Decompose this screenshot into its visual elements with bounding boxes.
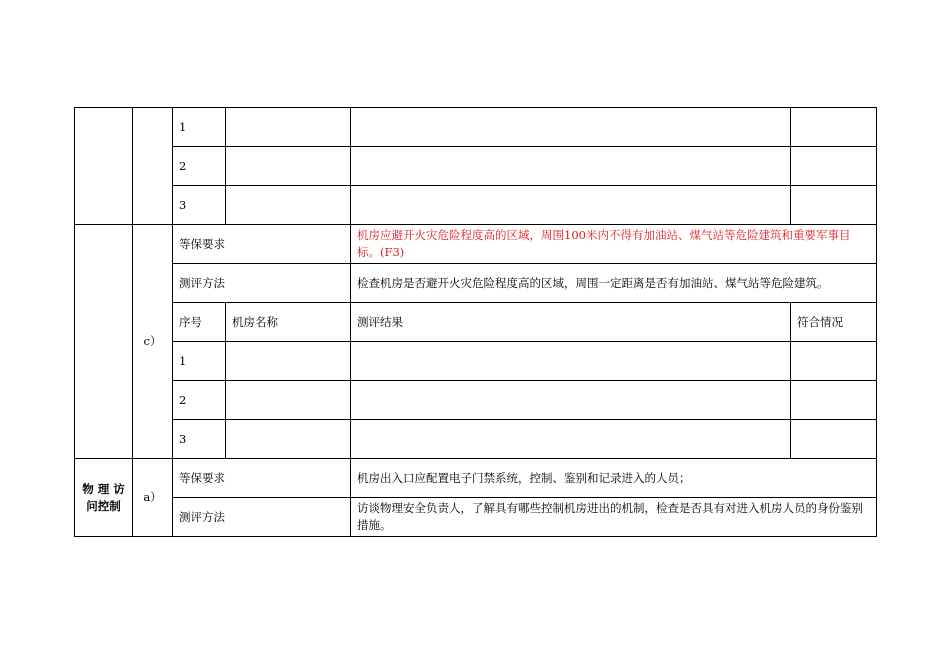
conform-cell[interactable] [791,420,877,459]
room-name-cell[interactable] [226,342,351,381]
table-row [75,459,877,498]
method-label: 测评方法 [173,498,351,537]
room-name-cell[interactable] [226,381,351,420]
room-name-cell[interactable] [226,147,351,186]
table-row [75,498,877,537]
result-cell[interactable] [351,186,791,225]
row-number: 1 [173,108,226,147]
requirement-text: 机房出入口应配置电子门禁系统，控制、鉴别和记录进入的人员； [351,459,877,498]
assessment-table [74,107,877,537]
requirement-text: 机房应避开火灾危险程度高的区域，周围100米内不得有加油站、煤气站等危险建筑和重要军事目标。(F3) [351,225,877,264]
table-row [75,342,877,381]
requirement-label: 等保要求 [173,459,351,498]
table-row [75,264,877,303]
section-title: 物 理 访 问控制 [75,459,133,537]
room-name-cell[interactable] [226,420,351,459]
method-label: 测评方法 [173,264,351,303]
col-header-seq: 序号 [173,303,226,342]
conform-cell[interactable] [791,147,877,186]
sub-item-label: a） [133,459,173,537]
conform-cell[interactable] [791,186,877,225]
blank-section-cell [75,108,133,225]
blank-sub-cell [133,108,173,225]
method-text: 检查机房是否避开火灾危险程度高的区域，周围一定距离是否有加油站、煤气站等危险建筑。 [351,264,877,303]
method-text: 访谈物理安全负责人，了解具有哪些控制机房进出的机制，检查是否具有对进入机房人员的身份鉴别措施。 [351,498,877,537]
row-number: 3 [173,186,226,225]
conform-cell[interactable] [791,108,877,147]
room-name-cell[interactable] [226,108,351,147]
room-name-cell[interactable] [226,186,351,225]
sub-item-label: c） [133,225,173,459]
table-row [75,381,877,420]
blank-section-cell [75,225,133,459]
table-row [75,108,877,147]
conform-cell[interactable] [791,342,877,381]
result-cell[interactable] [351,108,791,147]
result-cell[interactable] [351,342,791,381]
table-row [75,420,877,459]
col-header-result: 测评结果 [351,303,791,342]
row-number: 1 [173,342,226,381]
table-row [75,186,877,225]
row-number: 2 [173,147,226,186]
row-number: 3 [173,420,226,459]
table-header-row [75,303,877,342]
col-header-conform: 符合情况 [791,303,877,342]
row-number: 2 [173,381,226,420]
result-cell[interactable] [351,147,791,186]
result-cell[interactable] [351,420,791,459]
conform-cell[interactable] [791,381,877,420]
requirement-label: 等保要求 [173,225,351,264]
table-row [75,225,877,264]
table-row [75,147,877,186]
result-cell[interactable] [351,381,791,420]
col-header-room: 机房名称 [226,303,351,342]
